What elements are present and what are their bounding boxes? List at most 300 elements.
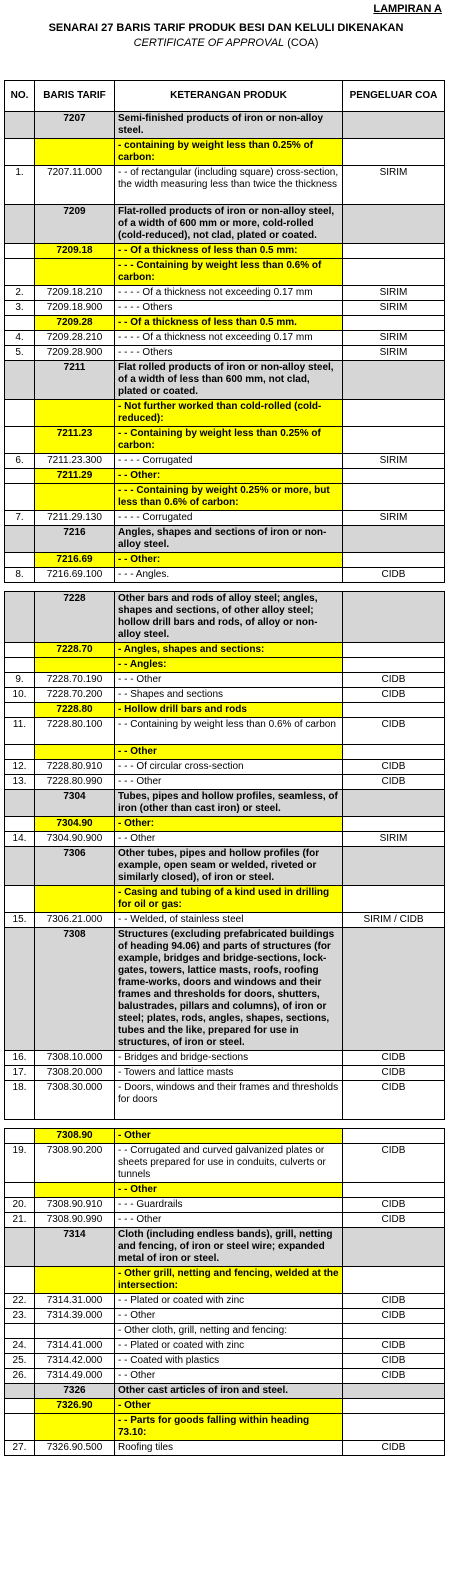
tariff-code: 7308.90.990 xyxy=(35,1213,115,1228)
tariff-code: 7308.90.910 xyxy=(35,1198,115,1213)
table-row xyxy=(5,1198,445,1213)
tariff-code: 7308 xyxy=(35,928,115,1051)
col-header-description: KETERANGAN PRODUK xyxy=(115,81,343,112)
subheading-row xyxy=(5,658,445,673)
row-number xyxy=(5,817,35,832)
row-number: 20. xyxy=(5,1198,35,1213)
coa-issuer xyxy=(343,817,445,832)
coa-issuer: CIDB xyxy=(343,568,445,583)
row-number xyxy=(5,316,35,331)
product-description: - - Of a thickness of less than 0.5 mm: xyxy=(115,244,343,259)
heading-row xyxy=(5,112,445,139)
product-description: - Towers and lattice masts xyxy=(115,1066,343,1081)
coa-issuer xyxy=(343,790,445,817)
product-description: - Other xyxy=(115,1399,343,1414)
product-description: - - - - Of a thickness not exceeding 0.17 mm xyxy=(115,331,343,346)
row-number xyxy=(5,1183,35,1198)
row-number xyxy=(5,1129,35,1144)
subheading-row xyxy=(5,1399,445,1414)
coa-issuer: CIDB xyxy=(343,760,445,775)
table-row xyxy=(5,511,445,526)
product-description: - - - Other xyxy=(115,775,343,790)
tariff-code: 7306 xyxy=(35,847,115,886)
row-number xyxy=(5,592,35,643)
tariff-code: 7314.39.000 xyxy=(35,1309,115,1324)
product-description: - Not further worked than cold-rolled (cold-reduced): xyxy=(115,400,343,427)
product-description: - - - Angles. xyxy=(115,568,343,583)
product-description: Flat-rolled products of iron or non-alloy steel, of a width of 600 mm or more, cold-rolled (cold-reduced), not clad, plated or coated. xyxy=(115,205,343,244)
coa-issuer xyxy=(343,1384,445,1399)
coa-issuer xyxy=(343,139,445,166)
product-description: - - - Containing by weight 0.25% or more, but less than 0.6% of carbon: xyxy=(115,484,343,511)
spacer-cell xyxy=(5,583,445,592)
tariff-code xyxy=(35,745,115,760)
tariff-code: 7209.18.210 xyxy=(35,286,115,301)
product-description: - Other grill, netting and fencing, welded at the intersection: xyxy=(115,1267,343,1294)
subheading-row xyxy=(5,316,445,331)
product-description: - Other: xyxy=(115,817,343,832)
product-description: - - Containing by weight less than 0.25% of carbon: xyxy=(115,427,343,454)
coa-issuer: CIDB xyxy=(343,1213,445,1228)
product-description: - - Other: xyxy=(115,553,343,568)
table-body xyxy=(5,112,445,1456)
subheading-row xyxy=(5,400,445,427)
tariff-code: 7314.31.000 xyxy=(35,1294,115,1309)
tariff-code xyxy=(35,139,115,166)
product-description: Flat rolled products of iron or non-alloy steel, of a width of less than 600 mm, not clad, plated or coated. xyxy=(115,361,343,400)
row-number: 25. xyxy=(5,1354,35,1369)
spacer-cell xyxy=(5,1120,445,1129)
col-header-tariff: BARIS TARIF xyxy=(35,81,115,112)
tariff-code: 7228.80 xyxy=(35,703,115,718)
tariff-code: 7326.90.500 xyxy=(35,1441,115,1456)
tariff-code: 7209.18 xyxy=(35,244,115,259)
coa-issuer xyxy=(343,205,445,244)
product-description: - - Other: xyxy=(115,469,343,484)
table-row xyxy=(5,1339,445,1354)
coa-issuer: CIDB xyxy=(343,1198,445,1213)
row-number: 13. xyxy=(5,775,35,790)
coa-issuer xyxy=(343,592,445,643)
tariff-code: 7308.30.000 xyxy=(35,1081,115,1120)
row-number: 10. xyxy=(5,688,35,703)
coa-issuer: SIRIM xyxy=(343,454,445,469)
tariff-code: 7308.10.000 xyxy=(35,1051,115,1066)
product-description: - - of rectangular (including square) cross-section, the width measuring less than twice the thickness xyxy=(115,166,343,205)
row-number: 15. xyxy=(5,913,35,928)
table-row xyxy=(5,568,445,583)
heading-row xyxy=(5,847,445,886)
tariff-code: 7306.21.000 xyxy=(35,913,115,928)
subheading-row xyxy=(5,259,445,286)
col-header-no: NO. xyxy=(5,81,35,112)
spacer-row xyxy=(5,1120,445,1129)
row-number: 26. xyxy=(5,1369,35,1384)
table-row xyxy=(5,1369,445,1384)
row-number xyxy=(5,427,35,454)
tariff-code: 7216.69 xyxy=(35,553,115,568)
coa-issuer xyxy=(343,553,445,568)
heading-row xyxy=(5,592,445,643)
tariff-code xyxy=(35,259,115,286)
row-number xyxy=(5,526,35,553)
row-number xyxy=(5,790,35,817)
product-description: - Angles, shapes and sections: xyxy=(115,643,343,658)
row-number: 5. xyxy=(5,346,35,361)
row-number xyxy=(5,745,35,760)
subheading-row xyxy=(5,1129,445,1144)
product-description: - - - - Others xyxy=(115,301,343,316)
product-description: - - Plated or coated with zinc xyxy=(115,1339,343,1354)
product-description: - - Containing by weight less than 0.6% of carbon xyxy=(115,718,343,745)
tariff-code xyxy=(35,658,115,673)
table-row xyxy=(5,286,445,301)
row-number xyxy=(5,703,35,718)
coa-issuer xyxy=(343,847,445,886)
row-number xyxy=(5,139,35,166)
subheading-row xyxy=(5,553,445,568)
row-number xyxy=(5,928,35,1051)
row-number: 11. xyxy=(5,718,35,745)
tariff-code: 7228.70.190 xyxy=(35,673,115,688)
subheading-row xyxy=(5,745,445,760)
tariff-code xyxy=(35,1324,115,1339)
table-row xyxy=(5,1309,445,1324)
heading-row xyxy=(5,526,445,553)
row-number xyxy=(5,1228,35,1267)
tariff-code: 7228.70 xyxy=(35,643,115,658)
product-description: Tubes, pipes and hollow profiles, seamless, of iron (other than cast iron) or steel. xyxy=(115,790,343,817)
heading-row xyxy=(5,928,445,1051)
subheading-row xyxy=(5,1324,445,1339)
table-row xyxy=(5,832,445,847)
subheading-row xyxy=(5,469,445,484)
product-description: Semi-finished products of iron or non-alloy steel. xyxy=(115,112,343,139)
heading-row xyxy=(5,205,445,244)
coa-issuer xyxy=(343,1129,445,1144)
table-row xyxy=(5,775,445,790)
title-line: SENARAI 27 BARIS TARIF PRODUK BESI DAN KELULI DIKENAKAN xyxy=(48,22,404,34)
product-description: Other tubes, pipes and hollow profiles (for example, open seam or welded, riveted or similarly closed), of iron or steel. xyxy=(115,847,343,886)
tariff-code xyxy=(35,886,115,913)
table-row xyxy=(5,718,445,745)
product-description: - - - - Of a thickness not exceeding 0.17 mm xyxy=(115,286,343,301)
product-description: - - - Containing by weight less than 0.6% of carbon: xyxy=(115,259,343,286)
row-number xyxy=(5,361,35,400)
table-row xyxy=(5,1081,445,1120)
row-number: 14. xyxy=(5,832,35,847)
coa-issuer xyxy=(343,643,445,658)
table-row xyxy=(5,760,445,775)
row-number xyxy=(5,658,35,673)
coa-issuer xyxy=(343,1414,445,1441)
coa-issuer xyxy=(343,1324,445,1339)
product-description: - - - - Corrugated xyxy=(115,511,343,526)
tariff-code: 7216 xyxy=(35,526,115,553)
product-description: - - Other xyxy=(115,1369,343,1384)
table-row xyxy=(5,1066,445,1081)
row-number xyxy=(5,244,35,259)
tariff-code: 7211 xyxy=(35,361,115,400)
row-number: 24. xyxy=(5,1339,35,1354)
row-number: 23. xyxy=(5,1309,35,1324)
row-number: 12. xyxy=(5,760,35,775)
product-description: Cloth (including endless bands), grill, netting and fencing, of iron or steel wire; expanded metal of iron or steel. xyxy=(115,1228,343,1267)
tariff-code: 7209 xyxy=(35,205,115,244)
product-description: - - Other xyxy=(115,1309,343,1324)
product-description: - - - Other xyxy=(115,1213,343,1228)
product-description: - Other xyxy=(115,1129,343,1144)
tariff-code: 7207 xyxy=(35,112,115,139)
row-number xyxy=(5,886,35,913)
table-row xyxy=(5,1441,445,1456)
product-description: Other cast articles of iron and steel. xyxy=(115,1384,343,1399)
tariff-code: 7216.69.100 xyxy=(35,568,115,583)
row-number: 7. xyxy=(5,511,35,526)
row-number: 3. xyxy=(5,301,35,316)
subheading-row xyxy=(5,1414,445,1441)
tariff-code xyxy=(35,1183,115,1198)
product-description: - - - - Corrugated xyxy=(115,454,343,469)
row-number: 4. xyxy=(5,331,35,346)
coa-issuer: SIRIM xyxy=(343,286,445,301)
row-number xyxy=(5,205,35,244)
row-number xyxy=(5,400,35,427)
heading-row xyxy=(5,790,445,817)
row-number: 1. xyxy=(5,166,35,205)
row-number xyxy=(5,1414,35,1441)
coa-issuer xyxy=(343,244,445,259)
coa-issuer xyxy=(343,484,445,511)
row-number: 22. xyxy=(5,1294,35,1309)
row-number: 8. xyxy=(5,568,35,583)
table-row xyxy=(5,301,445,316)
product-description: - - Corrugated and curved galvanized plates or sheets prepared for use in conduits, culverts or tunnels xyxy=(115,1144,343,1183)
tariff-code: 7211.29.130 xyxy=(35,511,115,526)
row-number xyxy=(5,847,35,886)
row-number xyxy=(5,1399,35,1414)
table-row xyxy=(5,1213,445,1228)
tariff-code: 7308.90.200 xyxy=(35,1144,115,1183)
row-number xyxy=(5,484,35,511)
row-number: 17. xyxy=(5,1066,35,1081)
coa-issuer: CIDB xyxy=(343,775,445,790)
subheading-row xyxy=(5,1183,445,1198)
tariff-code: 7228.70.200 xyxy=(35,688,115,703)
tariff-code: 7228.80.100 xyxy=(35,718,115,745)
subheading-row xyxy=(5,703,445,718)
heading-row xyxy=(5,361,445,400)
table-row xyxy=(5,913,445,928)
coa-issuer: CIDB xyxy=(343,1051,445,1066)
coa-issuer xyxy=(343,1228,445,1267)
subheading-row xyxy=(5,427,445,454)
coa-issuer xyxy=(343,658,445,673)
tariff-code: 7211.23 xyxy=(35,427,115,454)
coa-issuer: CIDB xyxy=(343,1294,445,1309)
table-row xyxy=(5,331,445,346)
coa-issuer: CIDB xyxy=(343,1354,445,1369)
coa-issuer xyxy=(343,361,445,400)
product-description: - Hollow drill bars and rods xyxy=(115,703,343,718)
coa-issuer: SIRIM xyxy=(343,301,445,316)
coa-issuer: SIRIM / CIDB xyxy=(343,913,445,928)
coa-issuer xyxy=(343,1183,445,1198)
product-description: - - Other xyxy=(115,1183,343,1198)
tariff-code: 7228 xyxy=(35,592,115,643)
tariff-code: 7209.28 xyxy=(35,316,115,331)
table-row xyxy=(5,1294,445,1309)
tariff-code xyxy=(35,1267,115,1294)
product-description: - Casing and tubing of a kind used in drilling for oil or gas: xyxy=(115,886,343,913)
subtitle-line xyxy=(0,36,452,51)
product-description: - - - Guardrails xyxy=(115,1198,343,1213)
coa-issuer: CIDB xyxy=(343,718,445,745)
tariff-code xyxy=(35,1414,115,1441)
row-number: 27. xyxy=(5,1441,35,1456)
coa-issuer: CIDB xyxy=(343,673,445,688)
product-description: - - Welded, of stainless steel xyxy=(115,913,343,928)
tariff-code xyxy=(35,484,115,511)
coa-issuer xyxy=(343,703,445,718)
product-description: Other bars and rods of alloy steel; angles, shapes and sections, of other alloy steel; hollow drill bars and rods, of alloy or non-alloy steel. xyxy=(115,592,343,643)
table-row xyxy=(5,1051,445,1066)
product-description: - containing by weight less than 0.25% of carbon: xyxy=(115,139,343,166)
document-title xyxy=(0,21,452,51)
coa-issuer: CIDB xyxy=(343,1339,445,1354)
coa-issuer xyxy=(343,469,445,484)
row-number xyxy=(5,112,35,139)
product-description: - - Parts for goods falling within heading 73.10: xyxy=(115,1414,343,1441)
subheading-row xyxy=(5,1267,445,1294)
coa-issuer xyxy=(343,745,445,760)
product-description: - - Coated with plastics xyxy=(115,1354,343,1369)
coa-issuer: SIRIM xyxy=(343,331,445,346)
tariff-code: 7228.80.910 xyxy=(35,760,115,775)
coa-issuer: CIDB xyxy=(343,1081,445,1120)
row-number xyxy=(5,469,35,484)
tariff-code: 7209.18.900 xyxy=(35,301,115,316)
product-description: Roofing tiles xyxy=(115,1441,343,1456)
coa-issuer xyxy=(343,1267,445,1294)
coa-issuer xyxy=(343,886,445,913)
subheading-row xyxy=(5,139,445,166)
coa-issuer xyxy=(343,526,445,553)
heading-row xyxy=(5,1228,445,1267)
tariff-code: 7209.28.210 xyxy=(35,331,115,346)
coa-issuer: SIRIM xyxy=(343,511,445,526)
tariff-code: 7314 xyxy=(35,1228,115,1267)
row-number xyxy=(5,643,35,658)
table-row xyxy=(5,1144,445,1183)
subheading-row xyxy=(5,484,445,511)
tariff-code: 7211.29 xyxy=(35,469,115,484)
coa-issuer xyxy=(343,400,445,427)
tariff-code: 7326.90 xyxy=(35,1399,115,1414)
tariff-code: 7228.80.990 xyxy=(35,775,115,790)
table-row xyxy=(5,673,445,688)
coa-issuer: CIDB xyxy=(343,1066,445,1081)
tariff-table xyxy=(4,80,445,1456)
table-row xyxy=(5,346,445,361)
table-row xyxy=(5,688,445,703)
spacer-row xyxy=(5,583,445,592)
row-number xyxy=(5,1384,35,1399)
product-description: - - - Of circular cross-section xyxy=(115,760,343,775)
product-description: - - Shapes and sections xyxy=(115,688,343,703)
subheading-row xyxy=(5,244,445,259)
table-row xyxy=(5,166,445,205)
product-description: - - Other xyxy=(115,832,343,847)
tariff-code: 7304 xyxy=(35,790,115,817)
row-number: 2. xyxy=(5,286,35,301)
row-number xyxy=(5,259,35,286)
subtitle-italic: CERTIFICATE OF APPROVAL xyxy=(133,37,285,49)
product-description: - - Other xyxy=(115,745,343,760)
coa-issuer: CIDB xyxy=(343,1309,445,1324)
heading-row xyxy=(5,1384,445,1399)
tariff-code: 7207.11.000 xyxy=(35,166,115,205)
product-description: - - Angles: xyxy=(115,658,343,673)
tariff-code: 7304.90 xyxy=(35,817,115,832)
coa-issuer: SIRIM xyxy=(343,166,445,205)
product-description: - - Plated or coated with zinc xyxy=(115,1294,343,1309)
tariff-code: 7308.20.000 xyxy=(35,1066,115,1081)
table-row xyxy=(5,1354,445,1369)
product-description: - - - - Others xyxy=(115,346,343,361)
subheading-row xyxy=(5,817,445,832)
coa-issuer: SIRIM xyxy=(343,832,445,847)
product-description: - Bridges and bridge-sections xyxy=(115,1051,343,1066)
col-header-coa: PENGELUAR COA xyxy=(343,81,445,112)
product-description: Structures (excluding prefabricated buildings of heading 94.06) and parts of structures (for example, bridges and bridge-sections, lock-gates, towers, lattice masts, roofs, roofing frame-works, doors and windows and their frames and thresholds for doors, shutters, balustrades, pillars and columns), of iron or steel; plates, rods, angles, shapes, sections, tubes and the like, prepared for use in structures, of iron or steel. xyxy=(115,928,343,1051)
product-description: - Other cloth, grill, netting and fencing: xyxy=(115,1324,343,1339)
row-number: 19. xyxy=(5,1144,35,1183)
tariff-code: 7314.49.000 xyxy=(35,1369,115,1384)
product-description: - Doors, windows and their frames and thresholds for doors xyxy=(115,1081,343,1120)
tariff-code: 7211.23.300 xyxy=(35,454,115,469)
coa-issuer xyxy=(343,259,445,286)
product-description: - - - Other xyxy=(115,673,343,688)
tariff-code: 7326 xyxy=(35,1384,115,1399)
coa-issuer xyxy=(343,928,445,1051)
row-number: 9. xyxy=(5,673,35,688)
row-number xyxy=(5,1324,35,1339)
coa-issuer: CIDB xyxy=(343,1369,445,1384)
row-number: 18. xyxy=(5,1081,35,1120)
row-number xyxy=(5,553,35,568)
coa-issuer xyxy=(343,1399,445,1414)
tariff-code: 7314.42.000 xyxy=(35,1354,115,1369)
row-number: 16. xyxy=(5,1051,35,1066)
row-number xyxy=(5,1267,35,1294)
tariff-code: 7314.41.000 xyxy=(35,1339,115,1354)
row-number: 21. xyxy=(5,1213,35,1228)
row-number: 6. xyxy=(5,454,35,469)
tariff-code: 7209.28.900 xyxy=(35,346,115,361)
tariff-code: 7304.90.900 xyxy=(35,832,115,847)
appendix-label: LAMPIRAN A xyxy=(373,3,442,15)
product-description: Angles, shapes and sections of iron or non-alloy steel. xyxy=(115,526,343,553)
coa-issuer: SIRIM xyxy=(343,346,445,361)
subheading-row xyxy=(5,643,445,658)
tariff-code: 7308.90 xyxy=(35,1129,115,1144)
coa-issuer xyxy=(343,427,445,454)
product-description: - - Of a thickness of less than 0.5 mm. xyxy=(115,316,343,331)
subtitle-rest: (COA) xyxy=(284,37,319,49)
coa-issuer: CIDB xyxy=(343,688,445,703)
coa-issuer xyxy=(343,112,445,139)
